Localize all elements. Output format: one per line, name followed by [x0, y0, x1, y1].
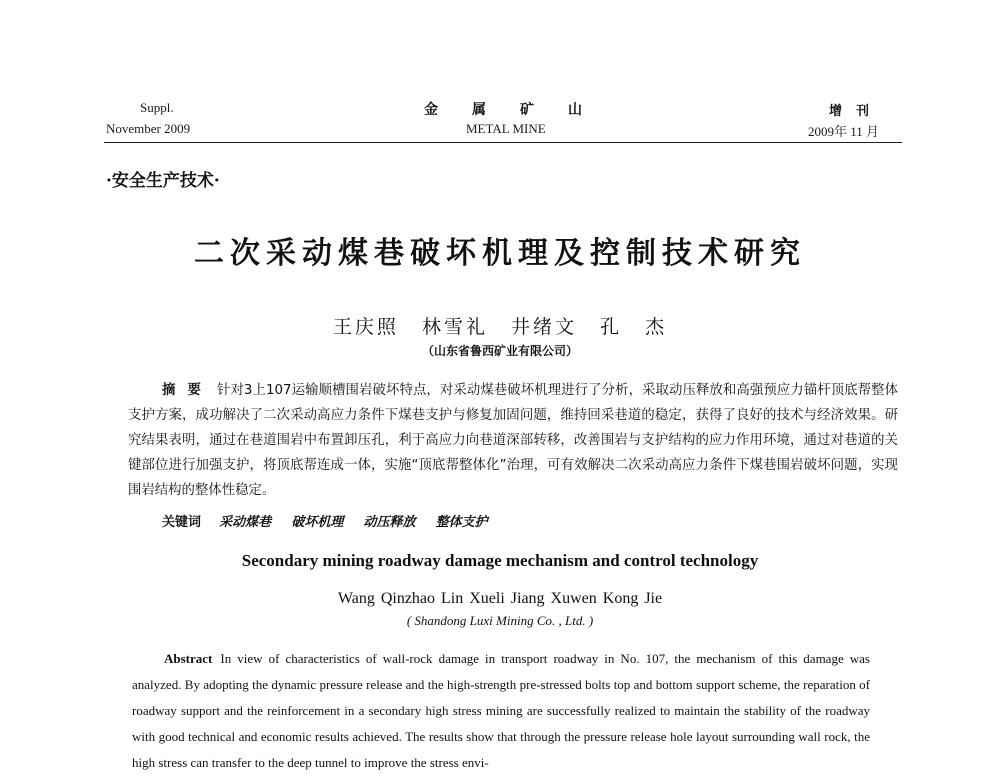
authors-cn: 王庆照 林雪礼 井绪文 孔 杰 [332, 316, 668, 338]
abstract-cn [128, 378, 898, 503]
keyword-item: 破坏机理 [291, 515, 344, 530]
abstract-cn-label: 摘要 [162, 382, 213, 398]
paper-title-cn: 二次采动煤巷破坏机理及控制技术研究 [194, 236, 806, 271]
affiliation-en: ( Shandong Luxi Mining Co. , Ltd. ) [406, 613, 594, 628]
keyword-item: 动压释放 [363, 515, 416, 530]
keyword-item: 整体支护 [435, 515, 488, 530]
journal-suppl-label-cn: 增刊 [829, 104, 884, 119]
abstract-cn-text: 针对3上107运输顺槽围岩破坏特点，对采动煤巷破坏机理进行了分析，采取动压释放和高强预应力锚杆顶底帮整体支护方案，成功解决了二次采动高应力条件下煤巷支护与修复加固问题，维持回采巷道的稳定，获得了良好的技术与经济效果。研究结果表明，通过在巷道围岩中布置卸压孔，利于高应力向巷道深部转移，改善围岩与支护结构的应力作用环境，通过对巷道的关键部位进行加强支护，将顶底帮连成一体，实施“顶底帮整体化”治理，可有效解决二次采动高应力条件下煤巷围岩破坏问题，实现围岩结构的整体性稳定。 [128, 383, 899, 498]
header-rule [104, 142, 902, 143]
keywords-cn [162, 511, 504, 530]
keywords-cn-label: 关键词 [162, 515, 202, 530]
authors-en: Wang Qinzhao Lin Xueli Jiang Xuwen Kong Jie [337, 590, 663, 607]
abstract-en-text: In view of characteristics of wall-rock damage in transport roadway in No. 107, the mechanism of this damage was analyzed. By adopting the dynamic pressure release and the high-strength pre-stressed bolts top and bottom support scheme, the reparation of roadway support and the reinforcement in a secondary high stress mining are successfully realized to maintain the stability of the roadway with good technical and economic results achieved. The results show that through the pressure release hole layout surrounding wall rock, the high stress can transfer to the deep tunnel to improve the stress envi- [132, 651, 870, 770]
section-label: ·安全生产技术· [106, 171, 220, 191]
journal-issue-date-cn: 2009年 11 月 [808, 124, 880, 139]
keyword-item: 采动煤巷 [219, 515, 272, 530]
journal-name-en: METAL MINE [466, 121, 546, 136]
affiliation-cn: （山东省鲁西矿业有限公司） [421, 344, 578, 358]
paper-title-en: Secondary mining roadway damage mechanism and control technology [241, 551, 759, 570]
journal-issue-date-en: November 2009 [106, 121, 191, 136]
journal-suppl-label: Suppl. [140, 100, 174, 115]
abstract-en [132, 646, 870, 776]
abstract-en-label: Abstract [164, 651, 213, 666]
journal-name-cn: 金属矿山 [424, 102, 616, 118]
